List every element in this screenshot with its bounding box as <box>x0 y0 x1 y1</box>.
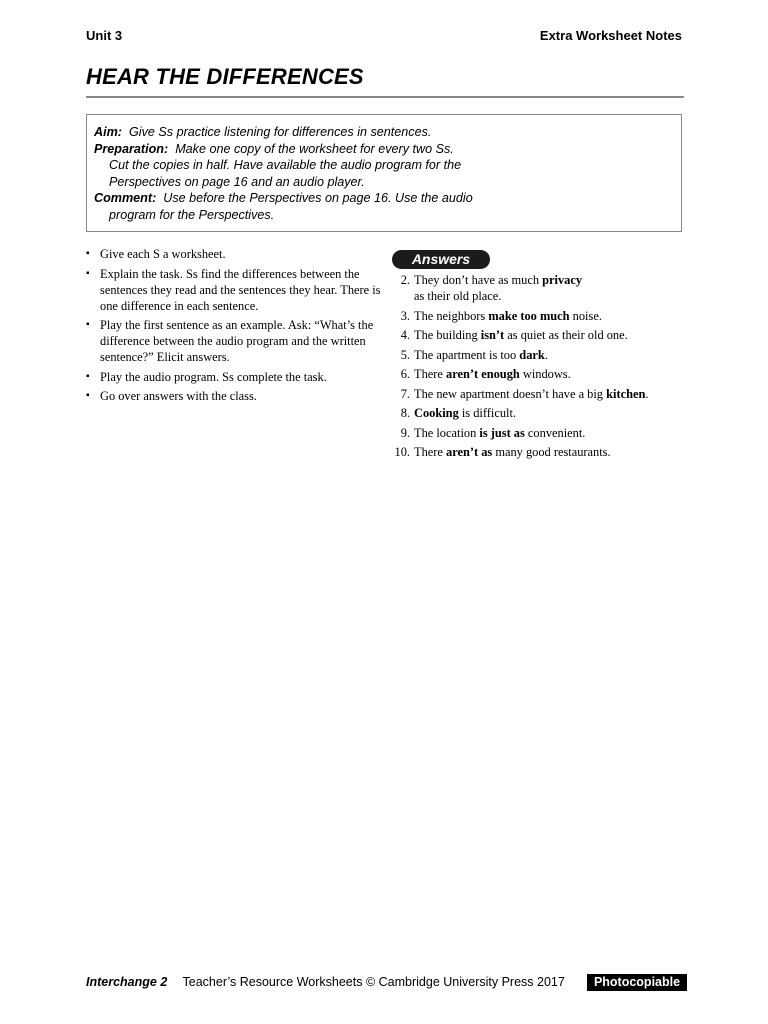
answer-pre: The new apartment doesn’t have a big <box>414 386 607 401</box>
answer-pre: The location <box>414 425 480 440</box>
answer-pre: There <box>414 445 446 459</box>
answer-number: 10. <box>394 445 410 459</box>
preparation-line <box>94 141 674 158</box>
answer-post: as quiet as their old one. <box>504 328 628 342</box>
footer <box>86 975 565 989</box>
preparation-text-2: Cut the copies in half. Have available the audio program for the <box>109 158 462 173</box>
answer-number: 2. <box>400 273 410 287</box>
answer-pre: The building <box>414 328 481 342</box>
answer-key: is just as <box>479 425 525 440</box>
answer-item <box>392 308 692 324</box>
procedure-step-text: Go over answers with the class. <box>100 389 257 403</box>
comment-text-2: program for the Perspectives. <box>109 207 275 222</box>
answer-item <box>392 405 692 421</box>
answer-item <box>392 366 692 382</box>
comment-line <box>94 190 674 207</box>
answer-post: . <box>645 386 649 401</box>
answer-item <box>392 425 692 441</box>
section-label: Extra Worksheet Notes <box>539 28 682 43</box>
procedure-list <box>86 246 382 408</box>
answer-key: Cooking <box>414 406 459 420</box>
answer-post: many good restaurants. <box>492 445 611 459</box>
answer-key: privacy <box>542 273 583 287</box>
bullet-icon: ▪ <box>86 248 90 259</box>
unit-label: Unit 3 <box>86 28 123 43</box>
photocopiable-badge: Photocopiable <box>587 974 687 991</box>
answer-post: convenient. <box>524 425 586 440</box>
procedure-step <box>86 246 382 262</box>
bullet-icon: ▪ <box>86 370 90 382</box>
answer-key: kitchen <box>606 386 646 401</box>
preparation-label: Preparation: <box>94 141 169 156</box>
footer-copyright: Teacher’s Resource Worksheets © Cambridge University Press 2017 <box>182 975 565 989</box>
answer-post: . <box>544 347 548 362</box>
aim-label: Aim: <box>94 125 122 139</box>
answer-key: aren’t enough <box>446 367 520 381</box>
answer-number: 5. <box>400 347 410 362</box>
answer-continuation: as their old place. <box>414 289 502 303</box>
preparation-text-3: Perspectives on page 16 and an audio player. <box>109 174 365 189</box>
answers-heading: Answers <box>392 250 490 269</box>
procedure-step-text: Play the first sentence as an example. Ask: “What’s the difference between the audio program and the written sentence?” Elicit answers. <box>100 318 374 364</box>
answers-list <box>392 272 692 464</box>
aim-line <box>94 124 674 141</box>
answer-pre: The apartment is too <box>414 347 520 362</box>
answer-pre: The neighbors <box>414 308 489 323</box>
answer-number: 8. <box>400 406 410 420</box>
aim-text: Give Ss practice listening for differences in sentences. <box>129 125 432 139</box>
preparation-text: Make one copy of the worksheet for every two Ss. <box>175 141 454 156</box>
comment-text: Use before the Perspectives on page 16. Use the audio <box>163 191 473 206</box>
answer-item <box>392 386 692 402</box>
answer-item <box>392 444 692 460</box>
answer-number: 9. <box>400 425 410 440</box>
page-title: HEAR THE DIFFERENCES <box>86 64 364 89</box>
answer-pre: There <box>414 367 446 381</box>
procedure-step-text: Explain the task. Ss find the differences between the sentences they read and the sentences they hear. There is one difference in each sentence. <box>100 266 381 313</box>
answer-key: dark <box>519 347 545 362</box>
bullet-icon: ▪ <box>86 319 90 330</box>
answer-item <box>392 347 692 363</box>
comment-label: Comment: <box>94 191 157 206</box>
answer-key: isn’t <box>480 328 505 342</box>
answer-number: 6. <box>400 367 410 381</box>
notes-box <box>86 114 682 232</box>
answer-number: 3. <box>400 308 410 323</box>
answer-post: windows. <box>519 367 571 381</box>
title-divider <box>86 96 684 98</box>
answer-number: 7. <box>400 386 410 401</box>
answer-post: noise. <box>569 308 602 323</box>
answer-pre: They don’t have as much <box>414 273 543 287</box>
answer-key: make too much <box>488 308 570 323</box>
answer-item <box>392 272 692 304</box>
bullet-icon: ▪ <box>86 390 90 401</box>
answer-item <box>392 327 692 343</box>
procedure-step-text: Play the audio program. Ss complete the task. <box>100 369 327 384</box>
answer-post: is difficult. <box>458 406 517 420</box>
procedure-step <box>86 266 382 314</box>
footer-brand: Interchange 2 <box>86 975 168 989</box>
procedure-step <box>86 388 382 404</box>
procedure-step-text: Give each S a worksheet. <box>100 247 226 261</box>
bullet-icon: ▪ <box>86 267 90 279</box>
answer-key: aren’t as <box>446 445 493 459</box>
procedure-step <box>86 369 382 385</box>
procedure-step <box>86 317 382 365</box>
answer-number: 4. <box>400 328 410 342</box>
